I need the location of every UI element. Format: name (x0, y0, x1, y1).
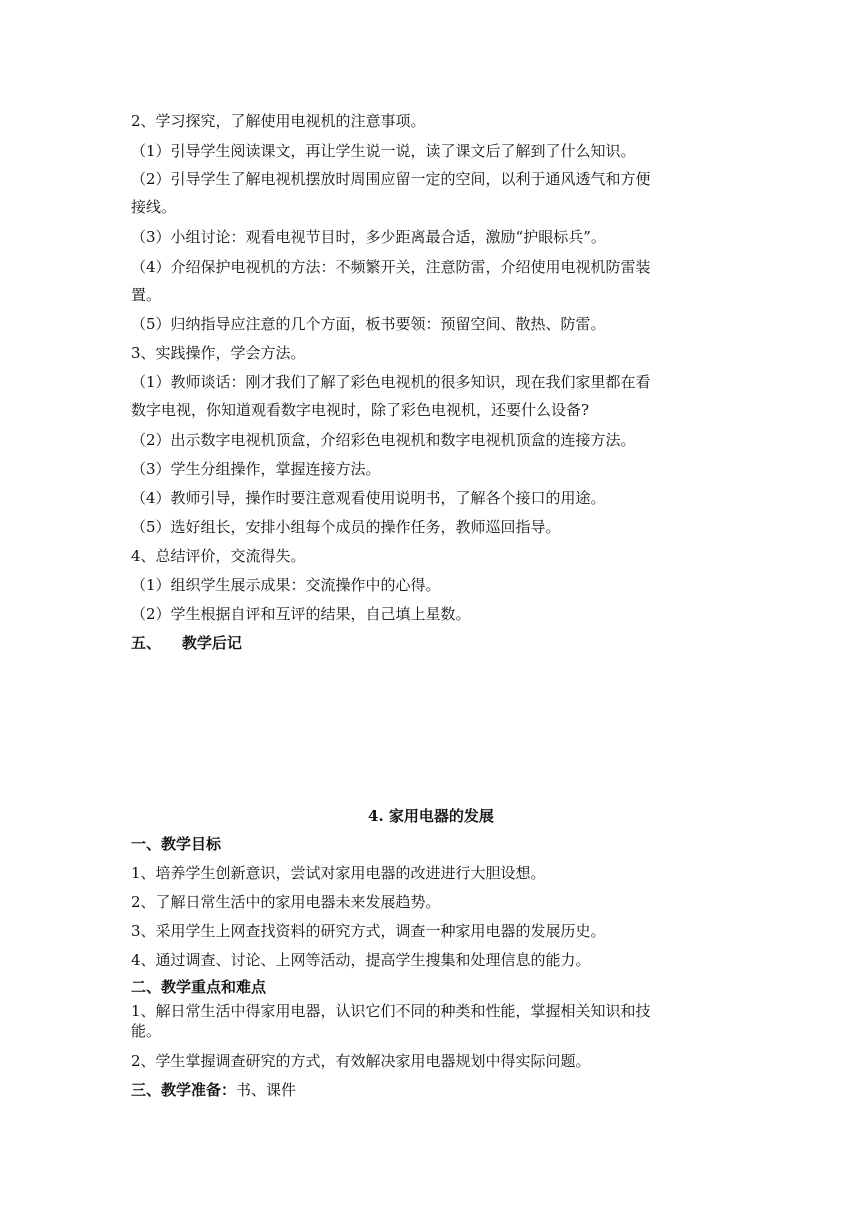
objective-2: 2、了解日常生活中的家用电器未来发展趋势。 (131, 893, 441, 911)
step-2-item-2-line2: 接线。 (131, 198, 177, 216)
objective-4: 4、通过调查、讨论、上网等活动，提高学生搜集和处理信息的能力。 (131, 951, 591, 969)
step-4-heading: 4、总结评价，交流得失。 (131, 547, 306, 565)
objective-1: 1、培养学生创新意识，尝试对家用电器的改进进行大胆设想。 (131, 864, 546, 882)
objectives-heading: 一、教学目标 (131, 835, 222, 853)
key-point-1-line1: 1、解日常生活中得家用电器，认识它们不同的种类和性能，掌握相关知识和技 (131, 1002, 651, 1020)
step-3-item-2: （2）出示数字电视机顶盒，介绍彩色电视机和数字电视机顶盒的连接方法。 (131, 431, 636, 449)
step-4-item-2: （2）学生根据自评和互评的结果，自己填上星数。 (131, 605, 471, 623)
lesson-title: 4. 家用电器的发展 (368, 807, 494, 825)
section-5-heading: 五、 教学后记 (131, 634, 242, 652)
preparation-line (131, 1080, 731, 1100)
step-2-item-3: （3）小组讨论：观看电视节目时，多少距离最合适，激励“护眼标兵”。 (131, 228, 606, 246)
step-2-item-4-line1: （4）介绍保护电视机的方法：不频繁开关，注意防雷，介绍使用电视机防雷装 (131, 258, 651, 276)
objective-3: 3、采用学生上网查找资料的研究方式，调查一种家用电器的发展历史。 (131, 922, 606, 940)
step-3-item-1-line1: （1）教师谈话：刚才我们了解了彩色电视机的很多知识，现在我们家里都在看 (131, 373, 651, 391)
step-3-item-5: （5）选好组长，安排小组每个成员的操作任务，教师巡回指导。 (131, 518, 561, 536)
step-2-item-5: （5）归纳指导应注意的几个方面，板书要领：预留空间、散热、防雷。 (131, 315, 606, 333)
preparation-label: 三、教学准备： (131, 1081, 237, 1099)
key-points-heading: 二、教学重点和难点 (131, 978, 267, 996)
preparation-value: 书、课件 (236, 1081, 297, 1099)
step-2-item-1: （1）引导学生阅读课文，再让学生说一说，读了课文后了解到了什么知识。 (131, 142, 636, 160)
step-3-heading: 3、实践操作，学会方法。 (131, 344, 306, 362)
step-2-heading: 2、学习探究，了解使用电视机的注意事项。 (131, 112, 426, 130)
step-3-item-3: （3）学生分组操作，掌握连接方法。 (131, 460, 381, 478)
step-4-item-1: （1）组织学生展示成果：交流操作中的心得。 (131, 576, 441, 594)
key-point-2: 2、学生掌握调查研究的方式，有效解决家用电器规划中得实际问题。 (131, 1052, 591, 1070)
key-point-1-line2: 能。 (131, 1022, 162, 1040)
step-2-item-2-line1: （2）引导学生了解电视机摆放时周围应留一定的空间，以利于通风透气和方便 (131, 170, 651, 188)
step-3-item-4: （4）教师引导，操作时要注意观看使用说明书，了解各个接口的用途。 (131, 489, 606, 507)
step-2-item-4-line2: 置。 (131, 286, 162, 304)
step-3-item-1-line2: 数字电视，你知道观看数字电视时，除了彩色电视机，还要什么设备? (131, 401, 590, 419)
